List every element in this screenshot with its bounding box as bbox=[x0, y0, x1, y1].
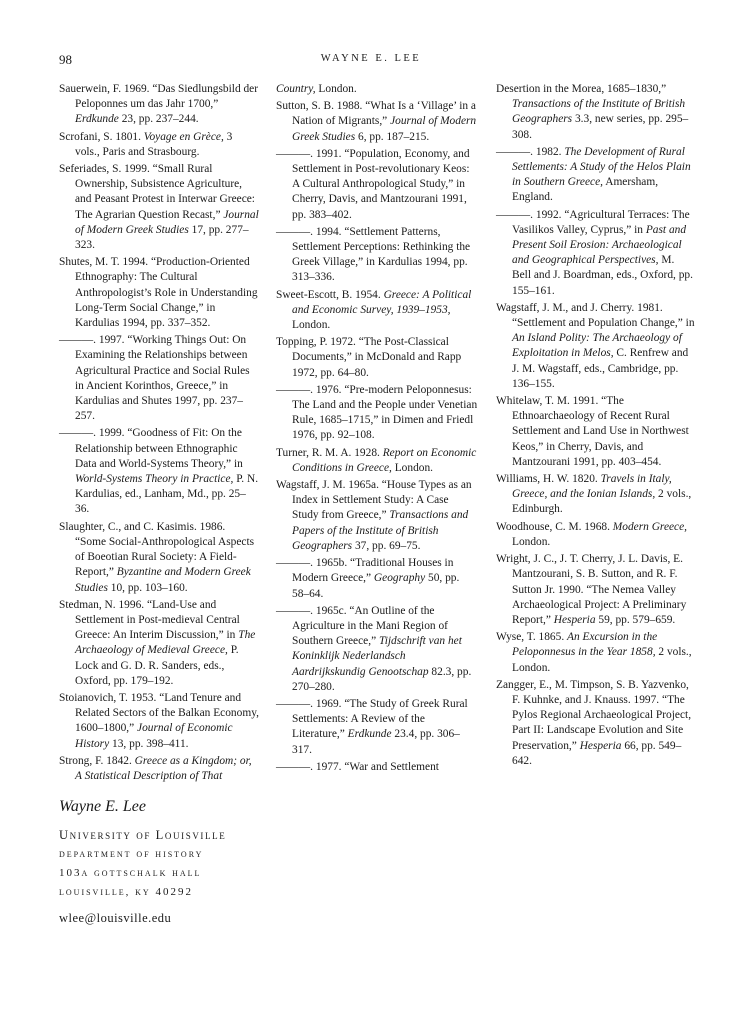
reference-text: 66, pp. 549–642. bbox=[512, 739, 682, 767]
reference-entry bbox=[496, 552, 696, 628]
reference-entry bbox=[496, 394, 696, 470]
reference-text: Whitelaw, T. M. 1991. “The Ethnoarchaeology of Recent Rural Settlement and Land Use in Northwest Keos,” in Cherry, Davis, and Mantzourani 1991, pp. 403–454. bbox=[496, 395, 689, 468]
reference-text: Woodhouse, C. M. 1968. bbox=[496, 520, 613, 533]
reference-title: Transactions and Papers of the Institute of British Geographers bbox=[292, 509, 469, 552]
reference-entry bbox=[496, 472, 696, 518]
author-address-line-1: 103a gottschalk hall bbox=[59, 867, 202, 879]
reference-text: ———. 1999. “Goodness of Fit: On the Relationship between Ethnographic Data and World-Systems Theory,” in bbox=[59, 427, 243, 470]
reference-entry bbox=[276, 99, 478, 145]
reference-text: 59, pp. 579–659. bbox=[595, 613, 676, 626]
reference-title: Travels in Italy, Greece, and the Ionian Islands, bbox=[512, 473, 672, 501]
author-university: University of Louisville bbox=[59, 828, 227, 842]
reference-title: Journal of Economic History bbox=[75, 722, 233, 750]
reference-entry bbox=[276, 82, 478, 97]
reference-title: Country, bbox=[276, 83, 316, 95]
reference-entry bbox=[59, 333, 259, 424]
reference-text: 17, pp. 277–323. bbox=[75, 223, 249, 252]
reference-text: 23.4, pp. 306–317. bbox=[292, 728, 460, 756]
running-head: WAYNE E. LEE bbox=[320, 53, 422, 64]
reference-entry bbox=[276, 383, 478, 444]
reference-title: Journal of Modern Greek Studies bbox=[292, 115, 477, 143]
reference-text: 3.3, new series, pp. 295–308. bbox=[512, 113, 689, 141]
reference-entry bbox=[59, 162, 259, 253]
reference-entry bbox=[59, 754, 259, 784]
reference-text: M. Bell and J. Boardman, eds., Oxford, pp. 155–161. bbox=[512, 254, 693, 297]
reference-entry bbox=[59, 691, 259, 752]
reference-text: Zangger, E., M. Timpson, S. B. Yazvenko, F. Kuhnke, and J. Knauss. 1997. “The Pylos Regional Archaeological Project, Part II: Landscape Evolution and Site Preservation,” bbox=[496, 678, 692, 752]
reference-title: Journal of Modern Greek Studies bbox=[75, 208, 259, 236]
reference-title: Byzantine and Modern Greek Studies bbox=[75, 566, 251, 594]
reference-entry bbox=[276, 478, 478, 554]
reference-title: Tijdschrift van het Koninklijk Nederlandsch Aardrijkskundig Genootschap bbox=[292, 635, 462, 678]
reference-text: ———. 1982. bbox=[496, 145, 565, 158]
reference-entry bbox=[496, 145, 696, 206]
reference-entry bbox=[496, 678, 696, 769]
reference-text: ———. 1994. “Settlement Patterns, Settlement Perceptions: Rethinking the Greek Village,” in Kardulias 1994, pp. 313–336. bbox=[276, 225, 471, 284]
reference-title: Erdkunde bbox=[75, 113, 119, 126]
author-department: department of history bbox=[59, 848, 204, 860]
reference-entry bbox=[496, 301, 696, 392]
reference-entry bbox=[496, 208, 696, 299]
reference-text: Sweet-Escott, B. 1954. bbox=[276, 288, 384, 301]
reference-text: Wagstaff, J. M. 1965a. “House Types as an Index in Settlement Study: A Case Study from Greece,” bbox=[276, 479, 472, 522]
reference-entry bbox=[59, 255, 259, 331]
reference-title: Greece: A Political and Economic Survey, 1939–1953, bbox=[292, 288, 472, 316]
reference-title: Hesperia bbox=[553, 613, 596, 626]
author-name: Wayne E. Lee bbox=[59, 798, 146, 815]
reference-text: 13, pp. 398–411. bbox=[109, 737, 189, 750]
reference-text: ———. 1976. “Pre-modern Peloponnesus: The Land and the People under Venetian Rule, 1685–1715,” in Dimen and Friedl 1976, pp. 92–108. bbox=[276, 383, 478, 442]
reference-text: ———. 1977. “War and Settlement bbox=[276, 760, 439, 773]
reference-entry bbox=[276, 225, 478, 286]
reference-text: ———. 1991. “Population, Economy, and Settlement in Post-revolutionary Keos: A Cultural Anthropological Study,” in Cherry, Davis, and Mantzourani 1991, pp. 383–402. bbox=[276, 147, 470, 221]
reference-entry bbox=[496, 630, 696, 676]
reference-title: An Island Polity: The Archaeology of Exploitation in Melos, bbox=[512, 332, 682, 360]
reference-text: Stedman, N. 1996. “Land-Use and Settlement in Post-medieval Central Greece: An Interim Discussion,” in bbox=[59, 598, 240, 642]
reference-text: Topping, P. 1972. “The Post-Classical Documents,” in McDonald and Rapp 1972, pp. 64–80. bbox=[276, 336, 462, 379]
reference-text: London. bbox=[391, 461, 434, 474]
reference-text: Wagstaff, J. M., and J. Cherry. 1981. “Settlement and Population Change,” in bbox=[496, 301, 695, 330]
reference-text: 50, pp. 58–64. bbox=[292, 572, 460, 600]
reference-title: The Development of Rural Settlements: A Study of the Helos Plain in Southern Greece, bbox=[512, 145, 691, 189]
reference-text: 23, pp. 237–244. bbox=[118, 113, 199, 126]
reference-text: London. bbox=[512, 535, 551, 548]
reference-text: London. bbox=[292, 319, 331, 332]
reference-text: 6, pp. 187–215. bbox=[355, 130, 430, 143]
reference-title: Erdkunde bbox=[347, 728, 392, 741]
reference-text: ———. 1965b. “Traditional Houses in Modern Greece,” bbox=[276, 557, 454, 585]
author-email[interactable]: wlee@louisville.edu bbox=[59, 911, 172, 925]
reference-text: Strong, F. 1842. bbox=[59, 754, 135, 767]
reference-title: The Archaeology of Medieval Greece, bbox=[75, 629, 256, 657]
reference-text: ———. 1997. “Working Things Out: On Examining the Relationships between Agricultural Practice and Social Rules in Ancient Korinthos, Greece,” in Kardulias and Shutes 1997, pp. 237–257. bbox=[59, 334, 250, 423]
reference-text: 10, pp. 103–160. bbox=[107, 581, 188, 594]
reference-entry bbox=[276, 604, 478, 695]
reference-title: Hesperia bbox=[579, 739, 622, 752]
reference-entry bbox=[496, 82, 696, 143]
references-column-2 bbox=[276, 82, 478, 777]
reference-text: 2 vols., London. bbox=[512, 646, 692, 674]
reference-title: Greece as a Kingdom; or, A Statistical Description of That bbox=[75, 754, 252, 782]
page-number: 98 bbox=[59, 52, 72, 67]
reference-entry bbox=[276, 760, 478, 775]
reference-entry bbox=[59, 598, 259, 689]
reference-title: An Excursion in the Peloponnesus in the Year 1858, bbox=[512, 631, 658, 659]
reference-title: Transactions of the Institute of British Geographers bbox=[512, 98, 686, 126]
reference-entry bbox=[276, 446, 478, 476]
reference-entry bbox=[276, 556, 478, 602]
reference-text: Williams, H. W. 1820. bbox=[496, 473, 601, 486]
reference-text: Shutes, M. T. 1994. “Production-Oriented Ethnography: The Cultural Anthropologist’s Role in Understanding Long-Term Social Change,” in Kardulias 1994, pp. 337–352. bbox=[59, 256, 258, 330]
reference-text: C. Renfrew and J. M. Wagstaff, eds., Cambridge, pp. 136–155. bbox=[512, 347, 689, 390]
reference-entry bbox=[276, 335, 478, 381]
reference-text: Scrofani, S. 1801. bbox=[59, 130, 144, 143]
reference-title: World-Systems Theory in Practice, bbox=[75, 473, 234, 486]
author-address-line-2: louisville, ky 40292 bbox=[59, 886, 193, 898]
references-column-3 bbox=[496, 82, 696, 771]
references-column-1 bbox=[59, 82, 259, 786]
reference-text: 2 vols., Edinburgh. bbox=[512, 488, 692, 516]
reference-entry bbox=[59, 130, 259, 160]
reference-text: London. bbox=[315, 83, 357, 95]
reference-entry bbox=[276, 288, 478, 334]
reference-entry bbox=[59, 426, 259, 517]
reference-title: Modern Greece, bbox=[612, 520, 688, 533]
reference-text: P. Lock and G. D. R. Sanders, eds., Oxford, pp. 179–192. bbox=[75, 644, 239, 687]
reference-text: Seferiades, S. 1999. “Small Rural Ownership, Subsistence Agriculture, and Peasant Protest in Interwar Greece: The Agrarian Question Recast,” bbox=[59, 163, 255, 221]
reference-text: Desertion in the Morea, 1685–1830,” bbox=[496, 83, 667, 95]
reference-text: 37, pp. 69–75. bbox=[352, 539, 421, 552]
reference-entry bbox=[59, 82, 259, 128]
reference-text: ———. 1992. “Agricultural Terraces: The Vasilikos Valley, Cyprus,” in bbox=[496, 208, 690, 236]
reference-text: Sutton, S. B. 1988. “What Is a ‘Village’ in a Nation of Migrants,” bbox=[276, 100, 476, 128]
reference-text: Sauerwein, F. 1969. “Das Siedlungsbild der Peloponnes um das Jahr 1700,” bbox=[59, 83, 259, 111]
reference-text: Amersham, England. bbox=[512, 176, 659, 204]
reference-title: Report on Economic Conditions in Greece, bbox=[292, 446, 477, 474]
reference-title: Voyage en Grèce, bbox=[143, 130, 224, 143]
reference-text: Wright, J. C., J. T. Cherry, J. L. Davis, E. Mantzourani, S. B. Sutton, and R. F. Sutton Jr. 1990. “The Nemea Valley Archaeological Project: A Preliminary Report,” bbox=[496, 553, 687, 626]
reference-entry bbox=[496, 520, 696, 550]
author-block bbox=[59, 798, 459, 926]
reference-text: 82.3, pp. 270–280. bbox=[292, 665, 472, 693]
reference-text: Stoianovich, T. 1953. “Land Tenure and Related Sectors of the Balkan Economy, 1600–1800,” bbox=[59, 691, 259, 735]
reference-entry bbox=[276, 697, 478, 758]
reference-text: Slaughter, C., and C. Kasimis. 1986. “Some Social-Anthropological Aspects of Boeotian Rural Society: A Field-Report,” bbox=[59, 520, 255, 579]
reference-title: Past and Present Soil Erosion: Archaeological and Geographical Perspectives, bbox=[512, 223, 687, 267]
reference-text: 3 vols., Paris and Strasbourg. bbox=[75, 130, 233, 158]
reference-entry bbox=[59, 520, 259, 596]
reference-text: P. N. Kardulias, ed., Lanham, Md., pp. 25–36. bbox=[75, 473, 259, 516]
reference-text: Wyse, T. 1865. bbox=[496, 631, 568, 644]
reference-text: ———. 1965c. “An Outline of the Agriculture in the Mani Region of Southern Greece,” bbox=[276, 604, 448, 648]
reference-text: Turner, R. M. A. 1928. bbox=[276, 446, 383, 459]
reference-entry bbox=[276, 147, 478, 223]
reference-title: Geography bbox=[373, 572, 426, 585]
reference-text: ———. 1969. “The Study of Greek Rural Settlements: A Review of the Literature,” bbox=[276, 697, 468, 741]
